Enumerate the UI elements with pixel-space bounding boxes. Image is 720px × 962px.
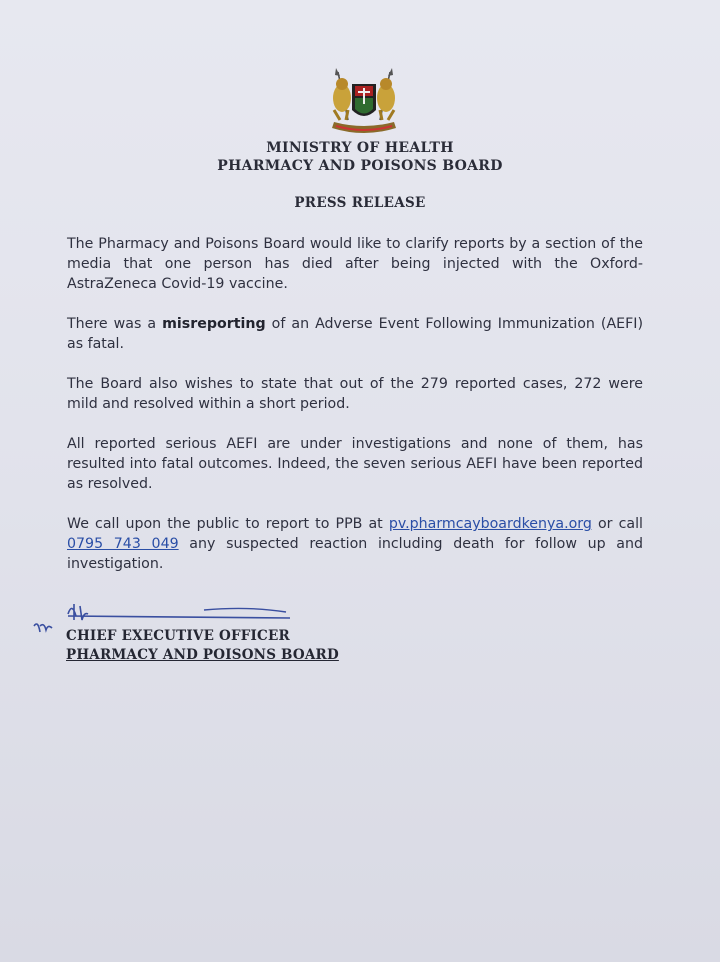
paragraph-call-to-action xyxy=(67,514,643,574)
p2-text-before: There was a xyxy=(67,316,163,332)
paragraph-serious-aefi: All reported serious AEFI are under investigations and none of them, has resulted into fatal outcomes. Indeed, the seven serious AEFI have been reported as resolved. xyxy=(67,436,643,492)
paragraph-case-statistics: The Board also wishes to state that out of the 279 reported cases, 272 were mild and resolved within a short period. xyxy=(67,376,643,412)
document-type-heading: PRESS RELEASE xyxy=(294,195,426,211)
p5-text-before: We call upon the public to report to PPB at xyxy=(67,516,389,532)
p5-text-after: any suspected reaction including death for follow up and investigation. xyxy=(67,536,643,572)
board-heading: PHARMACY AND POISONS BOARD xyxy=(217,158,503,174)
phone-number-link[interactable]: 0795 743 049 xyxy=(67,536,179,552)
ministry-heading: MINISTRY OF HEALTH xyxy=(266,140,454,156)
paragraph-clarification: The Pharmacy and Poisons Board would like to clarify reports by a section of the media that one person has died after being injected with the Oxford-AstraZeneca Covid-19 vaccine. xyxy=(67,236,643,292)
reporting-website-link[interactable]: pv.pharmcayboardkenya.org xyxy=(388,516,592,532)
p2-text-after: of an Adverse Event Following Immunization (AEFI) as fatal. xyxy=(67,316,643,352)
signatory-title: CHIEF EXECUTIVE OFFICER xyxy=(66,628,290,644)
kenya-coat-of-arms-icon xyxy=(318,62,410,136)
p2-emphasis: misreporting xyxy=(162,316,266,332)
signatory-organization: PHARMACY AND POISONS BOARD xyxy=(66,647,339,663)
p5-text-middle: or call xyxy=(591,516,643,532)
paragraph-misreporting xyxy=(67,314,643,354)
